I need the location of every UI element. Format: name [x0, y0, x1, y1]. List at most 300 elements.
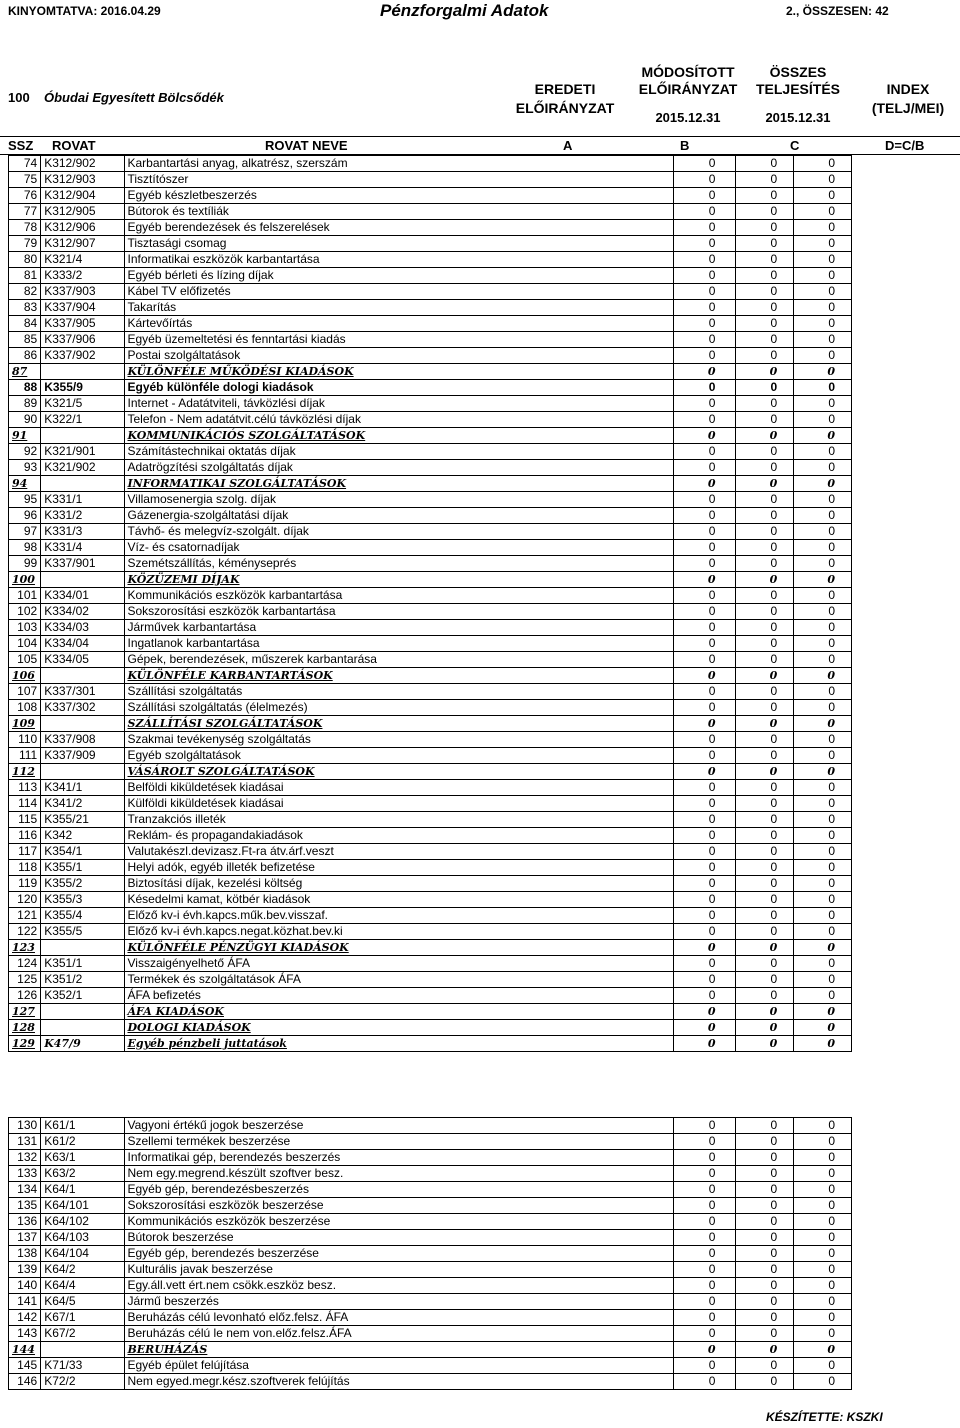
row-name: DOLOGI KIADÁSOK — [124, 1020, 674, 1036]
row-code: K331/1 — [41, 492, 124, 508]
row-name: KÖZÜZEMI DÍJAK — [124, 572, 674, 588]
value-c: 0 — [794, 540, 852, 556]
value-c: 0 — [794, 604, 852, 620]
table-row — [9, 364, 852, 380]
table-row — [9, 444, 852, 460]
value-b: 0 — [736, 252, 794, 268]
value-c: 0 — [794, 428, 852, 444]
row-code: K337/901 — [41, 556, 124, 572]
row-code: K334/01 — [41, 588, 124, 604]
column-header-row — [0, 136, 960, 155]
value-a: 0 — [674, 908, 736, 924]
value-b: 0 — [736, 220, 794, 236]
value-c: 0 — [794, 1230, 852, 1246]
value-b: 0 — [736, 892, 794, 908]
table-row — [9, 1182, 852, 1198]
footer-author: KÉSZÍTETTE: KSZKI — [766, 1410, 883, 1424]
row-number: 80 — [9, 252, 41, 268]
col-a: A — [563, 138, 573, 153]
row-number: 95 — [9, 492, 41, 508]
report-header — [0, 60, 960, 136]
row-name: Tisztítószer — [124, 172, 674, 188]
value-b: 0 — [736, 1326, 794, 1342]
value-c: 0 — [794, 188, 852, 204]
value-c: 0 — [794, 396, 852, 412]
col-rovat-neve: ROVAT NEVE — [265, 138, 348, 153]
row-name: Kommunikációs eszközök karbantartása — [124, 588, 674, 604]
value-a: 0 — [674, 572, 736, 588]
row-name: Nem egy.megrend.készült szoftver besz. — [124, 1166, 674, 1182]
value-a: 0 — [674, 780, 736, 796]
row-name: Jármű beszerzés — [124, 1294, 674, 1310]
column-d-line2: (TELJ/MEI) — [871, 100, 945, 116]
value-b: 0 — [736, 300, 794, 316]
row-name: Szállítási szolgáltatás (élelmezés) — [124, 700, 674, 716]
row-number: 135 — [9, 1198, 41, 1214]
value-b: 0 — [736, 444, 794, 460]
row-number: 113 — [9, 780, 41, 796]
value-c: 0 — [794, 1214, 852, 1230]
table-row — [9, 1294, 852, 1310]
value-a: 0 — [674, 828, 736, 844]
value-a: 0 — [674, 1182, 736, 1198]
value-c: 0 — [794, 508, 852, 524]
row-name: Informatikai eszközök karbantartása — [124, 252, 674, 268]
value-c: 0 — [794, 380, 852, 396]
row-code: K64/5 — [41, 1294, 124, 1310]
table-row — [9, 1134, 852, 1150]
row-number: 117 — [9, 844, 41, 860]
row-code: K337/905 — [41, 316, 124, 332]
row-code: K334/03 — [41, 620, 124, 636]
value-b: 0 — [736, 748, 794, 764]
value-c: 0 — [794, 476, 852, 492]
value-c: 0 — [794, 412, 852, 428]
row-number: 144 — [9, 1342, 41, 1358]
value-b: 0 — [736, 396, 794, 412]
row-code: K72/2 — [41, 1374, 124, 1390]
value-b: 0 — [736, 988, 794, 1004]
row-name: Kommunikációs eszközök beszerzése — [124, 1214, 674, 1230]
value-b: 0 — [736, 204, 794, 220]
row-name: Termékek és szolgáltatások ÁFA — [124, 972, 674, 988]
table-row — [9, 1214, 852, 1230]
row-number: 129 — [9, 1036, 41, 1052]
row-number: 121 — [9, 908, 41, 924]
row-code: K321/5 — [41, 396, 124, 412]
value-b: 0 — [736, 844, 794, 860]
row-number: 110 — [9, 732, 41, 748]
table-row — [9, 476, 852, 492]
value-c: 0 — [794, 572, 852, 588]
row-code: K331/3 — [41, 524, 124, 540]
row-name: BERUHÁZÁS — [124, 1342, 674, 1358]
row-name: Adatrögzítési szolgáltatás díjak — [124, 460, 674, 476]
row-number: 118 — [9, 860, 41, 876]
value-c: 0 — [794, 284, 852, 300]
row-number: 115 — [9, 812, 41, 828]
row-number: 75 — [9, 172, 41, 188]
table-row — [9, 1358, 852, 1374]
table-row — [9, 620, 852, 636]
row-name: Valutakészl.devizasz.Ft-ra átv.árf.veszt — [124, 844, 674, 860]
row-code: K352/1 — [41, 988, 124, 1004]
value-a: 0 — [674, 860, 736, 876]
row-code: K61/2 — [41, 1134, 124, 1150]
value-c: 0 — [794, 1118, 852, 1134]
table-row — [9, 1310, 852, 1326]
table-row — [9, 508, 852, 524]
value-a: 0 — [674, 796, 736, 812]
value-c: 0 — [794, 1166, 852, 1182]
value-b: 0 — [736, 716, 794, 732]
value-b: 0 — [736, 1358, 794, 1374]
value-a: 0 — [674, 556, 736, 572]
row-number: 77 — [9, 204, 41, 220]
value-c: 0 — [794, 668, 852, 684]
value-b: 0 — [736, 1342, 794, 1358]
value-c: 0 — [794, 460, 852, 476]
value-b: 0 — [736, 1214, 794, 1230]
row-code — [41, 716, 124, 732]
value-a: 0 — [674, 348, 736, 364]
table-row — [9, 268, 852, 284]
value-b: 0 — [736, 572, 794, 588]
row-number: 86 — [9, 348, 41, 364]
value-c: 0 — [794, 1294, 852, 1310]
value-a: 0 — [674, 764, 736, 780]
row-name: ÁFA befizetés — [124, 988, 674, 1004]
data-table-block-1 — [8, 155, 852, 1052]
value-b: 0 — [736, 1182, 794, 1198]
table-row — [9, 924, 852, 940]
row-number: 116 — [9, 828, 41, 844]
value-c: 0 — [794, 892, 852, 908]
row-number: 89 — [9, 396, 41, 412]
table-row — [9, 204, 852, 220]
value-a: 0 — [674, 444, 736, 460]
value-c: 0 — [794, 156, 852, 172]
table-row — [9, 844, 852, 860]
row-number: 91 — [9, 428, 41, 444]
row-name: Visszaigényelhető ÁFA — [124, 956, 674, 972]
value-c: 0 — [794, 700, 852, 716]
column-a-line2: ELŐIRÁNYZAT — [515, 100, 615, 116]
row-code: K63/2 — [41, 1166, 124, 1182]
value-a: 0 — [674, 236, 736, 252]
page-counter: 2., ÖSSZESEN: 42 — [786, 4, 889, 18]
row-name: Szakmai tevékenység szolgáltatás — [124, 732, 674, 748]
row-code: K351/2 — [41, 972, 124, 988]
row-code: K337/906 — [41, 332, 124, 348]
value-b: 0 — [736, 1230, 794, 1246]
row-number: 145 — [9, 1358, 41, 1374]
row-name: Előző kv-i évh.kapcs.negat.közhat.bev.ki — [124, 924, 674, 940]
row-number: 139 — [9, 1262, 41, 1278]
row-code — [41, 1004, 124, 1020]
value-a: 0 — [674, 636, 736, 652]
row-code: K64/102 — [41, 1214, 124, 1230]
row-name: Egyéb épület felújítása — [124, 1358, 674, 1374]
value-a: 0 — [674, 700, 736, 716]
table-row — [9, 460, 852, 476]
value-b: 0 — [736, 620, 794, 636]
row-number: 111 — [9, 748, 41, 764]
row-number: 79 — [9, 236, 41, 252]
row-code — [41, 764, 124, 780]
row-code: K64/1 — [41, 1182, 124, 1198]
row-number: 120 — [9, 892, 41, 908]
table-row — [9, 636, 852, 652]
value-b: 0 — [736, 876, 794, 892]
value-b: 0 — [736, 268, 794, 284]
value-a: 0 — [674, 812, 736, 828]
row-number: 92 — [9, 444, 41, 460]
table-row — [9, 908, 852, 924]
value-a: 0 — [674, 956, 736, 972]
value-b: 0 — [736, 732, 794, 748]
column-b-line1: MÓDOSÍTOTT — [641, 64, 735, 80]
value-b: 0 — [736, 1118, 794, 1134]
row-number: 134 — [9, 1182, 41, 1198]
value-a: 0 — [674, 1262, 736, 1278]
value-a: 0 — [674, 1214, 736, 1230]
row-name: Távhő- és melegvíz-szolgált. díjak — [124, 524, 674, 540]
value-a: 0 — [674, 156, 736, 172]
row-name: Külföldi kiküldetések kiadásai — [124, 796, 674, 812]
row-name: Egyéb berendezések és felszerelések — [124, 220, 674, 236]
value-b: 0 — [736, 412, 794, 428]
value-b: 0 — [736, 828, 794, 844]
value-b: 0 — [736, 812, 794, 828]
value-b: 0 — [736, 476, 794, 492]
value-c: 0 — [794, 716, 852, 732]
value-a: 0 — [674, 588, 736, 604]
value-a: 0 — [674, 1150, 736, 1166]
value-c: 0 — [794, 732, 852, 748]
value-c: 0 — [794, 1198, 852, 1214]
table-row — [9, 668, 852, 684]
row-number: 137 — [9, 1230, 41, 1246]
row-name: Szellemi termékek beszerzése — [124, 1134, 674, 1150]
row-code: K321/4 — [41, 252, 124, 268]
row-name: KOMMUNIKÁCIÓS SZOLGÁLTATÁSOK — [124, 428, 674, 444]
value-c: 0 — [794, 1020, 852, 1036]
row-code — [41, 428, 124, 444]
value-c: 0 — [794, 1342, 852, 1358]
row-code: K355/21 — [41, 812, 124, 828]
row-name: Sokszorosítási eszközök beszerzése — [124, 1198, 674, 1214]
value-c: 0 — [794, 252, 852, 268]
column-a-line1: EREDETI — [534, 81, 596, 97]
row-code: K312/902 — [41, 156, 124, 172]
value-b: 0 — [736, 860, 794, 876]
table-row — [9, 828, 852, 844]
value-c: 0 — [794, 860, 852, 876]
value-a: 0 — [674, 380, 736, 396]
value-c: 0 — [794, 764, 852, 780]
value-c: 0 — [794, 236, 852, 252]
value-a: 0 — [674, 876, 736, 892]
table-row — [9, 220, 852, 236]
table-row — [9, 796, 852, 812]
row-code — [41, 364, 124, 380]
table-row — [9, 1278, 852, 1294]
value-a: 0 — [674, 300, 736, 316]
value-a: 0 — [674, 220, 736, 236]
row-name: Karbantartási anyag, alkatrész, szerszám — [124, 156, 674, 172]
value-a: 0 — [674, 428, 736, 444]
row-number: 143 — [9, 1326, 41, 1342]
row-number: 90 — [9, 412, 41, 428]
value-b: 0 — [736, 524, 794, 540]
row-name: Biztosítási díjak, kezelési költség — [124, 876, 674, 892]
row-number: 104 — [9, 636, 41, 652]
value-a: 0 — [674, 476, 736, 492]
table-row — [9, 764, 852, 780]
value-c: 0 — [794, 364, 852, 380]
value-c: 0 — [794, 588, 852, 604]
value-a: 0 — [674, 316, 736, 332]
value-a: 0 — [674, 540, 736, 556]
value-a: 0 — [674, 668, 736, 684]
table-row — [9, 940, 852, 956]
row-code: K355/4 — [41, 908, 124, 924]
table-row — [9, 428, 852, 444]
value-c: 0 — [794, 220, 852, 236]
value-a: 0 — [674, 1278, 736, 1294]
column-c-date: 2015.12.31 — [765, 110, 831, 125]
value-a: 0 — [674, 988, 736, 1004]
value-a: 0 — [674, 1166, 736, 1182]
value-a: 0 — [674, 252, 736, 268]
value-b: 0 — [736, 684, 794, 700]
row-code: K312/904 — [41, 188, 124, 204]
value-a: 0 — [674, 1310, 736, 1326]
row-code: K71/33 — [41, 1358, 124, 1374]
row-name: Postai szolgáltatások — [124, 348, 674, 364]
page-top-bar — [0, 0, 960, 22]
row-code: K321/902 — [41, 460, 124, 476]
table-row — [9, 1004, 852, 1020]
table-row — [9, 1150, 852, 1166]
row-name: Villamosenergia szolg. díjak — [124, 492, 674, 508]
row-code: K355/3 — [41, 892, 124, 908]
value-b: 0 — [736, 908, 794, 924]
row-number: 140 — [9, 1278, 41, 1294]
value-c: 0 — [794, 780, 852, 796]
table-row — [9, 588, 852, 604]
row-name: Számítástechnikai oktatás díjak — [124, 444, 674, 460]
table-row — [9, 156, 852, 172]
value-c: 0 — [794, 636, 852, 652]
value-c: 0 — [794, 1150, 852, 1166]
value-a: 0 — [674, 492, 736, 508]
table-row — [9, 956, 852, 972]
value-a: 0 — [674, 652, 736, 668]
value-c: 0 — [794, 908, 852, 924]
row-code: K334/02 — [41, 604, 124, 620]
column-a-header — [500, 80, 630, 118]
value-c: 0 — [794, 956, 852, 972]
row-number: 87 — [9, 364, 41, 380]
row-name: ÁFA KIADÁSOK — [124, 1004, 674, 1020]
row-code: K337/302 — [41, 700, 124, 716]
row-number: 94 — [9, 476, 41, 492]
row-name: Egyéb különféle dologi kiadások — [124, 380, 674, 396]
value-b: 0 — [736, 940, 794, 956]
row-number: 109 — [9, 716, 41, 732]
row-code: K334/04 — [41, 636, 124, 652]
value-c: 0 — [794, 1262, 852, 1278]
table-row — [9, 300, 852, 316]
row-code: K64/2 — [41, 1262, 124, 1278]
row-code: K355/5 — [41, 924, 124, 940]
row-code: K64/4 — [41, 1278, 124, 1294]
table-row — [9, 732, 852, 748]
row-code: K337/904 — [41, 300, 124, 316]
row-name: Beruházás célú levonható előz.felsz. ÁFA — [124, 1310, 674, 1326]
row-name: Késedelmi kamat, kötbér kiadások — [124, 892, 674, 908]
row-number: 82 — [9, 284, 41, 300]
row-code: K312/905 — [41, 204, 124, 220]
value-b: 0 — [736, 508, 794, 524]
print-date: KINYOMTATVA: 2016.04.29 — [8, 4, 161, 18]
row-name: Beruházás célú le nem von.előz.felsz.ÁFA — [124, 1326, 674, 1342]
institution-number: 100 — [8, 90, 30, 105]
row-number: 96 — [9, 508, 41, 524]
value-b: 0 — [736, 956, 794, 972]
value-a: 0 — [674, 284, 736, 300]
value-b: 0 — [736, 796, 794, 812]
value-b: 0 — [736, 1294, 794, 1310]
row-number: 88 — [9, 380, 41, 396]
value-b: 0 — [736, 556, 794, 572]
table-row — [9, 252, 852, 268]
row-name: Egy.áll.vett ért.nem csökk.eszköz besz. — [124, 1278, 674, 1294]
value-a: 0 — [674, 1342, 736, 1358]
row-number: 93 — [9, 460, 41, 476]
row-code: K331/4 — [41, 540, 124, 556]
table-row — [9, 892, 852, 908]
row-code: K322/1 — [41, 412, 124, 428]
value-b: 0 — [736, 1134, 794, 1150]
row-name: Vagyoni értékű jogok beszerzése — [124, 1118, 674, 1134]
value-a: 0 — [674, 172, 736, 188]
value-a: 0 — [674, 1230, 736, 1246]
row-code: K341/1 — [41, 780, 124, 796]
column-b-header — [636, 64, 740, 98]
row-number: 103 — [9, 620, 41, 636]
table-row — [9, 1198, 852, 1214]
column-c-header — [746, 64, 850, 98]
row-name: Bútorok beszerzése — [124, 1230, 674, 1246]
row-number: 108 — [9, 700, 41, 716]
value-a: 0 — [674, 524, 736, 540]
value-a: 0 — [674, 1374, 736, 1390]
value-b: 0 — [736, 428, 794, 444]
row-number: 102 — [9, 604, 41, 620]
row-code: K67/2 — [41, 1326, 124, 1342]
row-code: K61/1 — [41, 1118, 124, 1134]
row-name: SZÁLLÍTÁSI SZOLGÁLTATÁSOK — [124, 716, 674, 732]
row-number: 138 — [9, 1246, 41, 1262]
row-code: K341/2 — [41, 796, 124, 812]
row-code: K337/301 — [41, 684, 124, 700]
value-a: 0 — [674, 1118, 736, 1134]
row-code: K331/2 — [41, 508, 124, 524]
table-row — [9, 1036, 852, 1052]
